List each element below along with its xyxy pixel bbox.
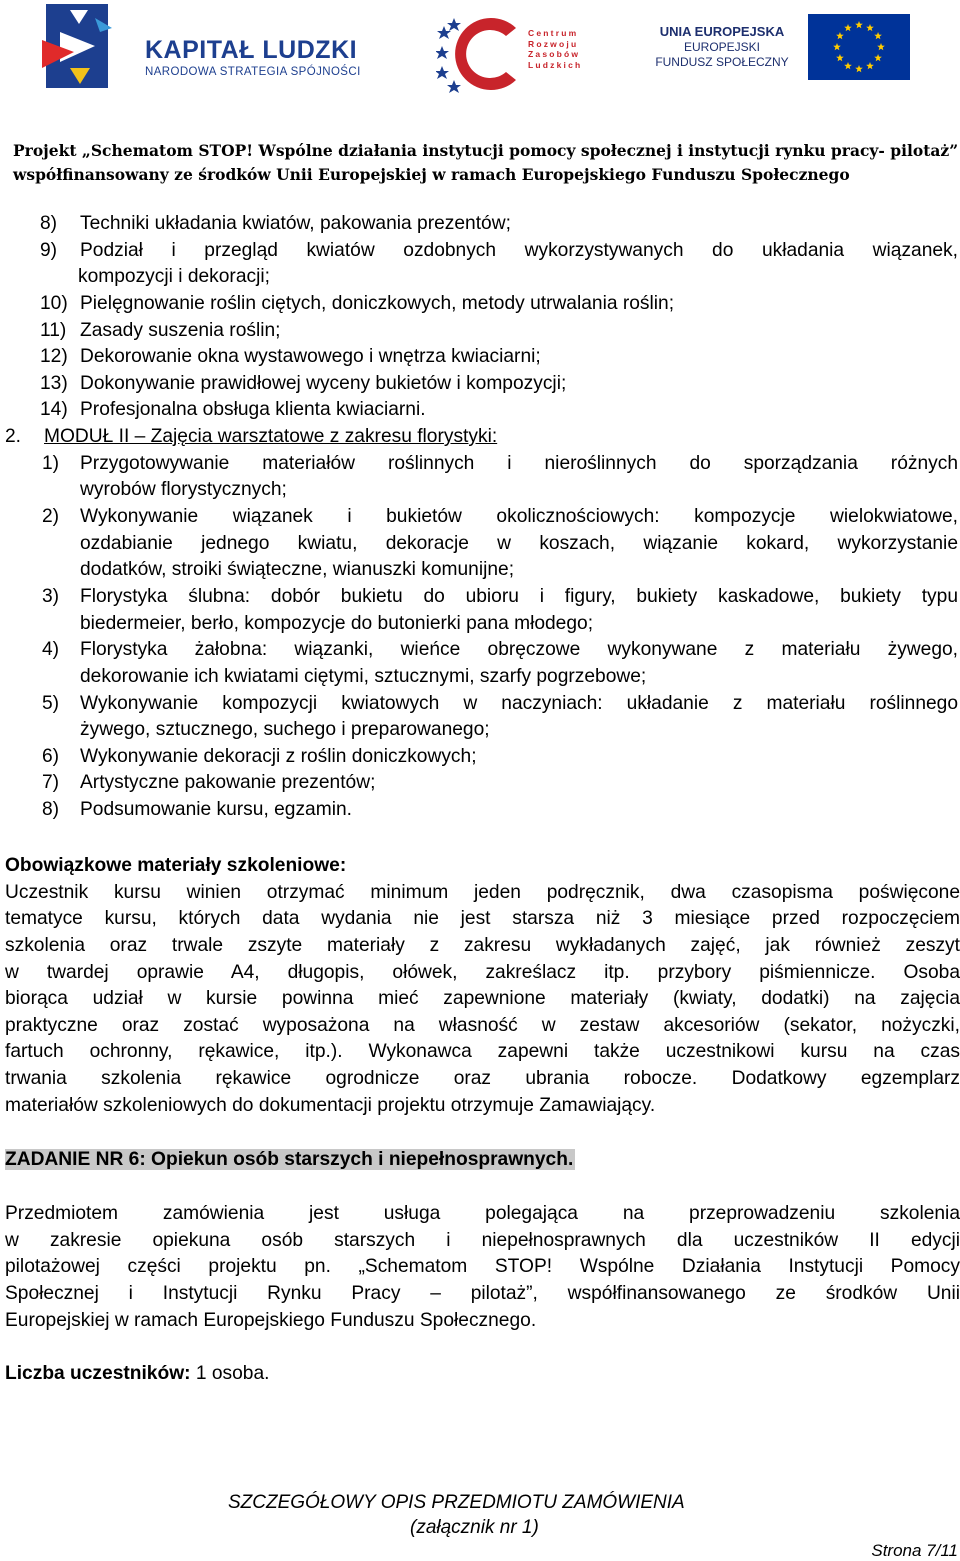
materials-line: biorąca udział w kursie powinna mieć zapewnione materiały (kwiaty, dodatki) na zajęcia	[5, 988, 960, 1010]
list-text: Florystyka żałobna: wiązanki, wieńce obręczowe wykonywane z materiału żywego,	[80, 639, 958, 661]
list-number: 13)	[40, 372, 68, 394]
task-line: Europejskiej w ramach Europejskiego Funduszu Społecznego.	[5, 1309, 537, 1331]
materials-line: fartuch ochronny, rękawice, itp.). Wykonawca zapewni także uczestnikowi kursu na czas	[5, 1041, 960, 1063]
footer-title: SZCZEGÓŁOWY OPIS PRZEDMIOTU ZAMÓWIENIA	[228, 1492, 685, 1513]
list-item	[0, 637, 960, 664]
materials-line: tematyce kursu, których data wydania nie jest starsza niż 3 miesiące przed rozpoczęciem	[5, 908, 960, 930]
list-item-continuation	[0, 477, 960, 504]
list-item	[0, 744, 960, 771]
list-item	[0, 291, 960, 318]
project-title	[13, 139, 959, 187]
list-item-continuation	[0, 664, 960, 691]
list-text: Przygotowywanie materiałów roślinnych i nieroślinnych do sporządzania różnych	[80, 452, 958, 474]
list-text: wyrobów florystycznych;	[80, 479, 287, 501]
list-text: Podział i przegląd kwiatów ozdobnych wykorzystywanych do układania wiązanek,	[80, 239, 958, 261]
list-text: biedermeier, berło, kompozycje do butonierki pana młodego;	[80, 612, 594, 634]
task-line: pilotażowej części projektu pn. „Schematom STOP! Wspólne Działania Instytucji Pomocy	[5, 1256, 960, 1278]
list-text: Dekorowanie okna wystawowego i wnętrza kwiaciarni;	[80, 346, 541, 368]
list-item	[0, 691, 960, 718]
list-text: kompozycji i dekoracji;	[78, 266, 270, 288]
materials-line: trwania szkolenia rękawice ogrodnicze oraz ubrania robocze. Dodatkowy egzemplarz	[5, 1068, 960, 1090]
list-item-continuation	[0, 557, 960, 584]
list-number: 12)	[40, 346, 68, 368]
list-item	[0, 238, 960, 265]
list-item-continuation	[0, 264, 960, 291]
list-text: Zasady suszenia roślin;	[80, 319, 281, 341]
list-text: dekorowanie ich kwiatami ciętymi, sztucznymi, szarfy pogrzebowe;	[80, 665, 647, 687]
project-line-1: Projekt „Schematom STOP! Wspólne działania instytucji pomocy społecznej i instytucji rynku pracy- pilotaż”	[13, 141, 959, 160]
list-text: Florystyka ślubna: dobór bukietu do ubioru i figury, bukiety kaskadowe, bukiety typu	[80, 585, 958, 607]
list-item-continuation	[0, 531, 960, 558]
participants-row	[5, 1361, 960, 1388]
list-number: 5)	[42, 692, 60, 714]
list-text: dodatków, stroiki świąteczne, wianuszki komunijne;	[80, 559, 515, 581]
kapital-ludzki-title: KAPITAŁ LUDZKI	[145, 36, 358, 64]
list-text: Profesjonalna obsługa klienta kwiaciarni.	[80, 399, 426, 421]
crzl-name: Centrum Rozwoju Zasobów Ludzkich	[528, 28, 583, 70]
task-line: Społecznej i Instytucji Rynku Pracy – pilotaż”, współfinansowanego ze środków Unii	[5, 1282, 960, 1304]
list-number: 7)	[42, 772, 60, 794]
page-footer	[0, 1490, 960, 1560]
eu-logo-text: UNIA EUROPEJSKA EUROPEJSKI FUNDUSZ SPOŁECZNY	[655, 24, 789, 69]
crzl-emblem-icon	[436, 14, 528, 94]
list-item	[0, 504, 960, 531]
eu-flag-icon	[808, 14, 910, 80]
list-number: 8)	[42, 799, 60, 821]
list-text: Podsumowanie kursu, egzamin.	[80, 799, 352, 821]
materials-section	[5, 853, 960, 1119]
list-number: 3)	[42, 585, 60, 607]
list-number: 1)	[42, 452, 60, 474]
list-text: ozdabianie jednego kwiatu, dekoracje w koszach, wiązanie kokard, wykorzystanie	[80, 532, 958, 554]
project-line-2: współfinansowany ze środków Unii Europejskiej w ramach Europejskiego Funduszu Społecznego	[13, 165, 850, 184]
list-text: Wykonywanie dekoracji z roślin doniczkowych;	[80, 745, 477, 767]
list-text: Techniki układania kwiatów, pakowania prezentów;	[80, 213, 511, 234]
task-heading-row	[5, 1147, 960, 1174]
module-number: 2.	[5, 426, 22, 448]
materials-line: szkolenia oraz trwale zszyte materiały z zakresu wykładanych zajęć, jak również zeszyt	[5, 934, 960, 956]
kapital-ludzki-logo	[40, 2, 380, 94]
list-number: 14)	[40, 399, 68, 421]
list-text: Artystyczne pakowanie prezentów;	[80, 772, 376, 794]
crzl-logo	[436, 14, 586, 94]
list-item	[0, 797, 960, 824]
list-text: Dokonywanie prawidłowej wyceny bukietów i kompozycji;	[80, 372, 567, 394]
footer-subtitle: (załącznik nr 1)	[410, 1517, 539, 1538]
list-number: 9)	[40, 239, 58, 261]
materials-heading: Obowiązkowe materiały szkoleniowe:	[5, 855, 347, 876]
list-number: 10)	[40, 292, 68, 314]
kapital-ludzki-emblem-icon	[40, 2, 135, 90]
participants-value: 1 osoba.	[190, 1363, 270, 1384]
list-item	[0, 344, 960, 371]
list-item	[0, 770, 960, 797]
list-item	[0, 318, 960, 345]
list-number: 6)	[42, 745, 60, 767]
task-description	[5, 1201, 960, 1334]
task-heading: ZADANIE NR 6: Opiekun osób starszych i niepełnosprawnych.	[5, 1149, 574, 1170]
list-number: 2)	[42, 506, 60, 528]
list-item	[0, 211, 960, 238]
list-item-continuation	[0, 611, 960, 638]
task-line: Przedmiotem zamówienia jest usługa polegająca na przeprowadzeniu szkolenia	[5, 1203, 960, 1224]
list-item	[0, 451, 960, 478]
list-number: 11)	[40, 319, 67, 341]
materials-line: materiałów szkoleniowych do dokumentacji projektu otrzymuje Zamawiający.	[5, 1094, 656, 1116]
document-body	[0, 211, 960, 824]
module-heading	[0, 424, 960, 451]
list-item-continuation	[0, 717, 960, 744]
list-text: Wykonywanie kompozycji kwiatowych w naczyniach: układanie z materiału roślinnego	[80, 692, 958, 714]
materials-line: Uczestnik kursu winien otrzymać minimum jeden podręcznik, dwa czasopisma poświęcone	[5, 881, 960, 903]
materials-line: praktyczne oraz zostać wyposażona na własność w zestaw akcesoriów (sekator, nożyczki,	[5, 1014, 960, 1036]
list-number: 8)	[40, 213, 58, 234]
list-text: Pielęgnowanie roślin ciętych, doniczkowych, metody utrwalania roślin;	[80, 292, 675, 314]
kapital-ludzki-subtitle: NARODOWA STRATEGIA SPÓJNOŚCI	[145, 66, 361, 78]
eu-logo	[640, 14, 915, 84]
page-number: Strona 7/11	[871, 1541, 958, 1560]
module-title: MODUŁ II – Zajęcia warsztatowe z zakresu florystyki:	[44, 426, 498, 448]
list-number: 4)	[42, 639, 60, 661]
materials-line: w twardej oprawie A4, długopis, ołówek, zakreślacz itp. przybory piśmiennicze. Osoba	[5, 961, 960, 983]
task-line: w zakresie opiekuna osób starszych i niepełnosprawnych dla uczestników II edycji	[5, 1229, 960, 1251]
list-text: Wykonywanie wiązanek i bukietów okolicznościowych: kompozycje wielokwiatowe,	[80, 506, 958, 528]
list-text: żywego, sztucznego, suchego i preparowanego;	[80, 719, 490, 741]
list-item	[0, 584, 960, 611]
list-item	[0, 371, 960, 398]
participants-label: Liczba uczestników:	[5, 1363, 191, 1384]
list-item	[0, 397, 960, 424]
